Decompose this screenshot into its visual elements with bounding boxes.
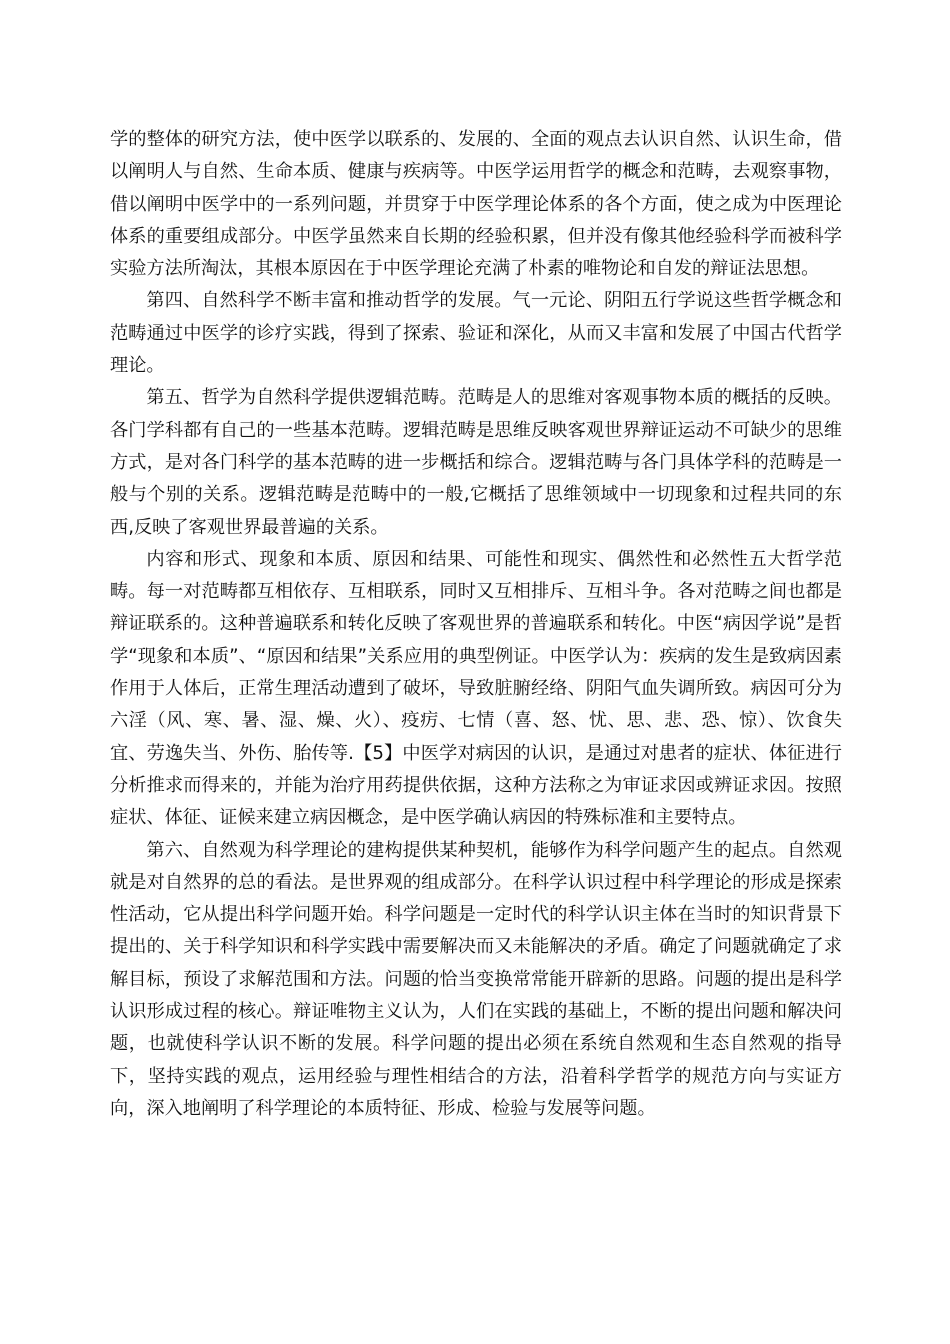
- paragraph-sixth: 第六、自然观为科学理论的建构提供某种契机，能够作为科学问题产生的起点。自然观就是对自然界的总的看法。是世界观的组成部分。在科学认识过程中科学理论的形成是探索性活动，它从提出科学问题开始。科学问题是一定时代的科学认识主体在当时的知识背景下提出的、关于科学知识和科学实践中需要解决而又未能解决的矛盾。确定了问题就确定了求解目标，预设了求解范围和方法。问题的恰当变换常常能开辟新的思路。问题的提出是科学认识形成过程的核心。辩证唯物主义认为，人们在实践的基础上，不断的提出问题和解决问题，也就使科学认识不断的发展。科学问题的提出必须在系统自然观和生态自然观的指导下，坚持实践的观点，运用经验与理性相结合的方法，沿着科学哲学的规范方向与实证方向，深入地阐明了科学理论的本质特征、形成、检验与发展等问题。: [110, 839, 842, 1119]
- paragraph-fifth: 第五、哲学为自然科学提供逻辑范畴。范畴是人的思维对客观事物本质的概括的反映。各门学科都有自己的一些基本范畴。逻辑范畴是思维反映客观世界辩证运动不可缺少的思维方式，是对各门科学的基本范畴的进一步概括和综合。逻辑范畴与各门具体学科的范畴是一般与个别的关系。逻辑范畴是范畴中的一般,它概括了思维领域中一切现象和过程共同的东西,反映了客观世界最普遍的关系。: [110, 387, 842, 538]
- paragraph-fourth: 第四、自然科学不断丰富和推动哲学的发展。气一元论、阴阳五行学说这些哲学概念和范畴通过中医学的诊疗实践，得到了探索、验证和深化，从而又丰富和发展了中国古代哲学理论。: [110, 290, 842, 377]
- paragraph-continuation: 学的整体的研究方法，使中医学以联系的、发展的、全面的观点去认识自然、认识生命，借以阐明人与自然、生命本质、健康与疾病等。中医学运用哲学的概念和范畴，去观察事物，借以阐明中医学中的一系列问题，并贯穿于中医学理论体系的各个方面，使之成为中医理论体系的重要组成部分。中医学虽然来自长期的经验积累，但并没有像其他经验科学而被科学实验方法所淘汰，其根本原因在于中医学理论充满了朴素的唯物论和自发的辩证法思想。: [110, 129, 842, 280]
- paragraph-categories: 内容和形式、现象和本质、原因和结果、可能性和现实、偶然性和必然性五大哲学范畴。每一对范畴都互相依存、互相联系，同时又互相排斥、互相斗争。各对范畴之间也都是辩证联系的。这种普遍联系和转化反映了客观世界的普遍联系和转化。中医“病因学说”是哲学“现象和本质”、“原因和结果”关系应用的典型例证。中医学认为：疾病的发生是致病因素作用于人体后，正常生理活动遭到了破坏，导致脏腑经络、阴阳气血失调所致。病因可分为六淫（风、寒、暑、湿、燥、火）、疫疠、七情（喜、怒、忧、思、悲、恐、惊）、饮食失宜、劳逸失当、外伤、胎传等.【5】中医学对病因的认识，是通过对患者的症状、体征进行分析推求而得来的，并能为治疗用药提供依据，这种方法称之为审证求因或辨证求因。按照症状、体征、证候来建立病因概念，是中医学确认病因的特殊标准和主要特点。: [110, 548, 842, 829]
- document-body: [110, 124, 842, 1125]
